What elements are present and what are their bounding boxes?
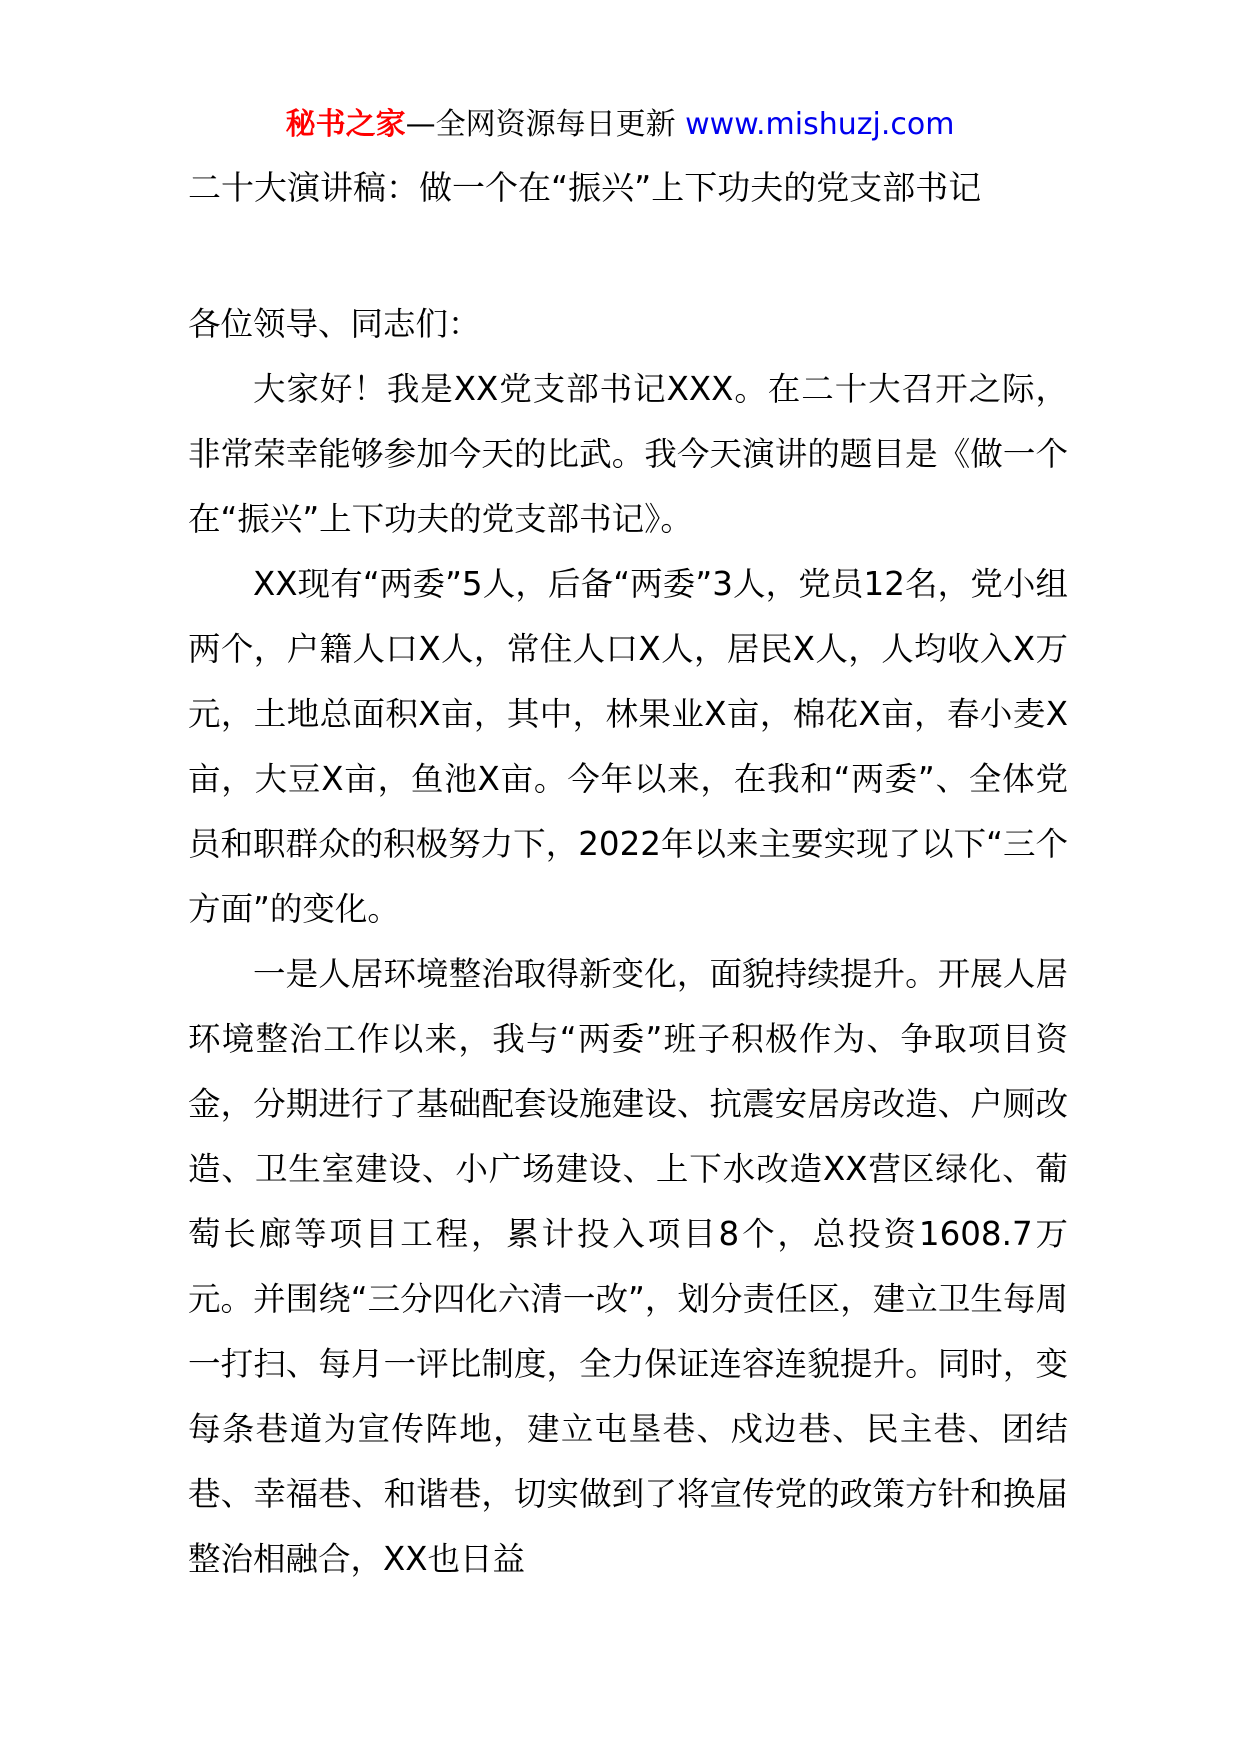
brand-name: 秘书之家 <box>285 107 406 142</box>
paragraph-1: 大家好！我是XX党支部书记XXX。在二十大召开之际，非常荣幸能够参加今天的比武。我今天演讲的题目是《做一个在“振兴”上下功夫的党支部书记》。 <box>188 370 1068 538</box>
paragraph-2: XX现有“两委”5人，后备“两委”3人，党员12名，党小组两个，户籍人口X人，常住人口X人，居民X人，人均收入X万元，土地总面积X亩，其中，林果业X亩，棉花X亩，春小麦X亩，大豆X亩，鱼池X亩。今年以来，在我和“两委”、全体党员和职群众的积极努力下，2022年以来主要实现了以下“三个方面”的变化。 <box>188 565 1068 928</box>
document-title: 二十大演讲稿：做一个在“振兴”上下功夫的党支部书记 <box>188 168 982 207</box>
page-header <box>0 98 1240 152</box>
paragraph-3: 一是人居环境整治取得新变化，面貌持续提升。开展人居环境整治工作以来，我与“两委”班子积极作为、争取项目资金，分期进行了基础配套设施建设、抗震安居房改造、户厕改造、卫生室建设、小广场建设、上下水改造XX营区绿化、葡萄长廊等项目工程，累计投入项目8个，总投资1608.7万元。并围绕“三分四化六清一改”，划分责任区，建立卫生每周一打扫、每月一评比制度，全力保证连容连貌提升。同时，变每条巷道为宣传阵地，建立屯垦巷、戍边巷、民主巷、团结巷、幸福巷、和谐巷，切实做到了将宣传党的政策方针和换届整治相融合，XX也日益 <box>188 955 1068 1578</box>
website-link[interactable]: www.mishuzj.com <box>685 107 955 142</box>
salutation: 各位领导、同志们： <box>188 305 481 343</box>
document-body <box>188 292 1068 1592</box>
header-slogan: —全网资源每日更新 <box>405 107 686 142</box>
